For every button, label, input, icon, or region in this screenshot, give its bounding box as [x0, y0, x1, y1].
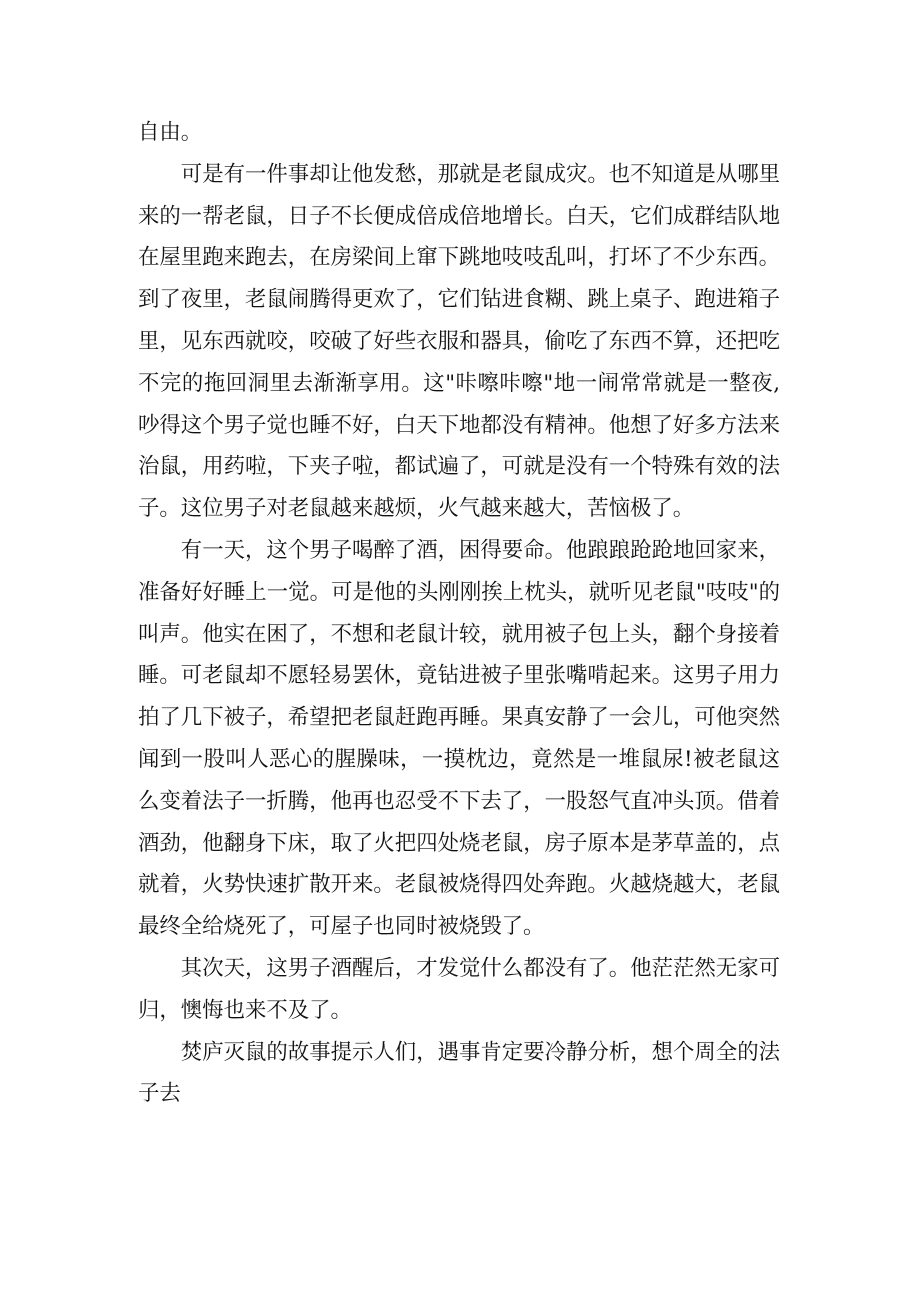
paragraph-4: 其次天，这男子酒醒后，才发觉什么都没有了。他茫茫然无家可归，懊悔也来不及了。 [138, 955, 780, 1023]
paragraph-5: 焚庐灭鼠的故事提示人们，遇事肯定要冷静分析，想个周全的法子去 [138, 1039, 780, 1107]
paragraph-1: 自由。 [138, 120, 203, 145]
paragraph-3: 有一天，这个男子喝醉了酒，困得要命。他踉踉跄跄地回家来，准备好好睡上一觉。可是他的头刚刚挨上枕头，就听见老鼠"吱吱"的叫声。他实在困了，不想和老鼠计较，就用被子包上头，翻个身接着睡。可老鼠却不愿轻易罢休，竟钻进被子里张嘴啃起来。这男子用力拍了几下被子，希望把老鼠赶跑再睡。果真安静了一会儿，可他突然闻到一股叫人恶心的腥臊味，一摸枕边，竟然是一堆鼠尿!被老鼠这么变着法子一折腾，他再也忍受不下去了，一股怒气直冲头顶。借着酒劲，他翻身下床，取了火把四处烧老鼠，房子原本是茅草盖的，点就着，火势快速扩散开来。老鼠被烧得四处奔跑。火越烧越大，老鼠最终全给烧死了，可屋子也同时被烧毁了。 [138, 537, 780, 940]
document-body [138, 112, 780, 1115]
paragraph-2: 可是有一件事却让他发愁，那就是老鼠成灾。也不知道是从哪里来的一帮老鼠，日子不长便成倍成倍地增长。白天，它们成群结队地在屋里跑来跑去，在房梁间上窜下跳地吱吱乱叫，打坏了不少东西。到了夜里，老鼠闹腾得更欢了，它们钻进食糊、跳上桌子、跑进箱子里，见东西就咬，咬破了好些衣服和器具，偷吃了东西不算，还把吃不完的拖回洞里去渐渐享用。这"咔嚓咔嚓"地一闹常常就是一整夜,吵得这个男子觉也睡不好，白天下地都没有精神。他想了好多方法来治鼠，用药啦，下夹子啦，都试遍了，可就是没有一个特殊有效的法子。这位男子对老鼠越来越烦，火气越来越大，苦恼极了。 [138, 161, 780, 522]
